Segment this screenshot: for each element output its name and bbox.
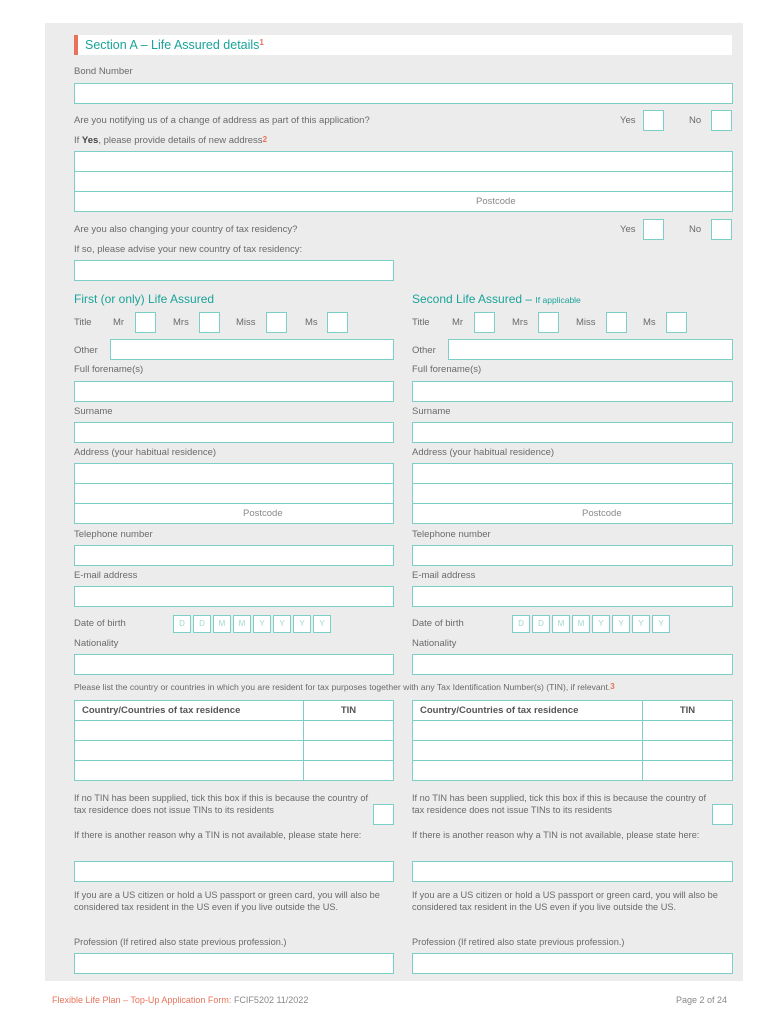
first-other-input[interactable] (110, 339, 394, 360)
tin-cell[interactable] (413, 761, 643, 781)
first-telephone-input[interactable] (74, 545, 394, 566)
tin-cell[interactable] (413, 741, 643, 761)
first-title-label: Title (74, 317, 92, 328)
new-tax-country-label: If so, please advise your new country of tax residency: (74, 244, 303, 255)
tin-cell[interactable] (413, 721, 643, 741)
second-profession-input[interactable] (412, 953, 733, 974)
footer-form-title: Flexible Life Plan – Top-Up Application Form: FCIF5202 11/2022 (52, 995, 309, 1005)
first-life-assured-heading: First (or only) Life Assured (74, 292, 215, 306)
section-title: Section A – Life Assured details$^1$ (85, 38, 264, 52)
first-surname-label: Surname (74, 406, 113, 417)
dob-box[interactable]: Y (293, 615, 311, 633)
second-surname-input[interactable] (412, 422, 733, 443)
tax-change-yes-label: Yes (620, 224, 636, 235)
second-forenames-label: Full forename(s) (412, 364, 482, 375)
second-tin-col-country: Country/Countries of tax residence (413, 701, 643, 721)
first-mr-label: Mr (113, 317, 125, 328)
first-other-reason-text: If there is another reason why a TIN is not available, please state here: (74, 830, 362, 840)
second-postcode-label: Postcode (582, 508, 622, 519)
second-tin-table (412, 700, 733, 781)
first-forenames-input[interactable] (74, 381, 394, 402)
second-mr-checkbox[interactable] (474, 312, 495, 333)
first-postcode-label: Postcode (243, 508, 283, 519)
first-surname-input[interactable] (74, 422, 394, 443)
second-address-postcode-row[interactable] (412, 503, 733, 524)
first-forenames-label: Full forename(s) (74, 364, 144, 375)
first-ms-checkbox[interactable] (327, 312, 348, 333)
dob-box[interactable]: Y (632, 615, 650, 633)
first-address-line-2[interactable] (74, 483, 394, 504)
second-forenames-input[interactable] (412, 381, 733, 402)
first-dob-input[interactable] (173, 615, 333, 633)
first-address-postcode-row[interactable] (74, 503, 394, 524)
second-other-reason-input[interactable] (412, 861, 733, 882)
second-email-input[interactable] (412, 586, 733, 607)
first-mrs-label: Mrs (173, 317, 189, 328)
first-no-tin-checkbox[interactable] (373, 804, 394, 825)
dob-box[interactable]: Y (652, 615, 670, 633)
footer-page-number: Page 2 of 24 (676, 995, 728, 1005)
second-mr-label: Mr (452, 317, 464, 328)
second-dob-input[interactable] (512, 615, 672, 633)
first-mr-checkbox[interactable] (135, 312, 156, 333)
second-surname-label: Surname (412, 406, 451, 417)
tin-cell[interactable] (75, 761, 304, 781)
second-telephone-label: Telephone number (412, 529, 491, 540)
new-address-postcode-label: Postcode (476, 196, 516, 207)
second-dob-label: Date of birth (412, 618, 464, 629)
dob-box[interactable]: M (233, 615, 251, 633)
bond-number-label: Bond Number (74, 66, 133, 77)
tin-cell[interactable] (75, 741, 304, 761)
second-telephone-input[interactable] (412, 545, 733, 566)
second-ms-label: Ms (643, 317, 656, 328)
second-address-label: Address (your habitual residence) (412, 447, 555, 458)
section-accent-bar (74, 35, 78, 55)
tax-change-no-label: No (689, 224, 702, 235)
new-tax-country-input[interactable] (74, 260, 394, 281)
second-address-line-1[interactable] (412, 463, 733, 484)
first-ms-label: Ms (305, 317, 318, 328)
first-other-reason-input[interactable] (74, 861, 394, 882)
address-change-no-label: No (689, 115, 702, 126)
tin-cell[interactable] (304, 721, 394, 741)
dob-box[interactable]: M (213, 615, 231, 633)
first-telephone-label: Telephone number (74, 529, 153, 540)
tax-change-no-checkbox[interactable] (711, 219, 732, 240)
second-nationality-input[interactable] (412, 654, 733, 675)
first-tin-table (74, 700, 394, 781)
dob-box[interactable]: D (193, 615, 211, 633)
second-profession-label: Profession (If retired also state previous profession.) (412, 937, 625, 947)
new-address-postcode-row[interactable] (74, 191, 733, 212)
second-us-note: If you are a US citizen or hold a US passport or green card, you will also be considered tax resident in the US even if you live outside the US. (412, 890, 718, 912)
second-mrs-checkbox[interactable] (538, 312, 559, 333)
first-nationality-label: Nationality (74, 638, 119, 649)
tax-change-yes-checkbox[interactable] (643, 219, 664, 240)
second-ms-checkbox[interactable] (666, 312, 687, 333)
first-us-note: If you are a US citizen or hold a US passport or green card, you will also be considered tax resident in the US even if you live outside the US. (74, 890, 380, 912)
section-header (74, 35, 732, 55)
dob-box[interactable]: M (552, 615, 570, 633)
second-mrs-label: Mrs (512, 317, 528, 328)
second-life-assured-heading: Second Life Assured – If applicable (412, 292, 581, 306)
dob-box[interactable]: M (572, 615, 590, 633)
second-nationality-label: Nationality (412, 638, 457, 649)
address-change-yes-checkbox[interactable] (643, 110, 664, 131)
first-dob-label: Date of birth (74, 618, 126, 629)
second-no-tin-text: If no TIN has been supplied, tick this box if this is because the country of tax residence does not issue TINs to its residents (412, 793, 706, 815)
first-email-input[interactable] (74, 586, 394, 607)
first-tin-col-country: Country/Countries of tax residence (75, 701, 304, 721)
second-other-label: Other (412, 345, 436, 356)
first-profession-label: Profession (If retired also state previous profession.) (74, 937, 287, 947)
first-miss-checkbox[interactable] (266, 312, 287, 333)
tin-cell[interactable] (304, 761, 394, 781)
dob-box[interactable]: Y (612, 615, 630, 633)
tin-cell[interactable] (304, 741, 394, 761)
dob-box[interactable]: D (532, 615, 550, 633)
dob-box[interactable]: Y (313, 615, 331, 633)
dob-box[interactable]: Y (253, 615, 271, 633)
new-address-line-2[interactable] (74, 171, 733, 192)
new-address-label: If Yes, please provide details of new address$^2$ (74, 135, 268, 146)
address-change-question: Are you notifying us of a change of address as part of this application? (74, 115, 370, 126)
first-other-label: Other (74, 345, 98, 356)
dob-box[interactable]: Y (592, 615, 610, 633)
tin-cell[interactable] (643, 721, 733, 741)
second-title-label: Title (412, 317, 430, 328)
dob-box[interactable]: D (173, 615, 191, 633)
new-address-line-1[interactable] (74, 151, 733, 172)
address-change-no-checkbox[interactable] (711, 110, 732, 131)
dob-box[interactable]: D (512, 615, 530, 633)
first-miss-label: Miss (236, 317, 256, 328)
second-tin-col-tin: TIN (643, 701, 733, 721)
first-nationality-input[interactable] (74, 654, 394, 675)
first-address-line-1[interactable] (74, 463, 394, 484)
bond-number-input[interactable] (74, 83, 733, 104)
first-profession-input[interactable] (74, 953, 394, 974)
tax-change-question: Are you also changing your country of tax residency? (74, 224, 298, 235)
second-no-tin-checkbox[interactable] (712, 804, 733, 825)
tin-cell[interactable] (643, 761, 733, 781)
first-email-label: E-mail address (74, 570, 138, 581)
tin-list-note: Please list the country or countries in which you are resident for tax purposes together with any Tax Identification Number(s) (TIN), if relevant.3 (74, 682, 615, 692)
dob-box[interactable]: Y (273, 615, 291, 633)
second-other-reason-text: If there is another reason why a TIN is not available, please state here: (412, 830, 700, 840)
first-no-tin-text: If no TIN has been supplied, tick this box if this is because the country of tax residence does not issue TINs to its residents (74, 793, 368, 815)
first-address-label: Address (your habitual residence) (74, 447, 217, 458)
second-email-label: E-mail address (412, 570, 476, 581)
second-other-input[interactable] (448, 339, 733, 360)
first-tin-col-tin: TIN (304, 701, 394, 721)
first-mrs-checkbox[interactable] (199, 312, 220, 333)
tin-cell[interactable] (75, 721, 304, 741)
second-address-line-2[interactable] (412, 483, 733, 504)
second-miss-checkbox[interactable] (606, 312, 627, 333)
address-change-yes-label: Yes (620, 115, 636, 126)
tin-cell[interactable] (643, 741, 733, 761)
second-miss-label: Miss (576, 317, 596, 328)
